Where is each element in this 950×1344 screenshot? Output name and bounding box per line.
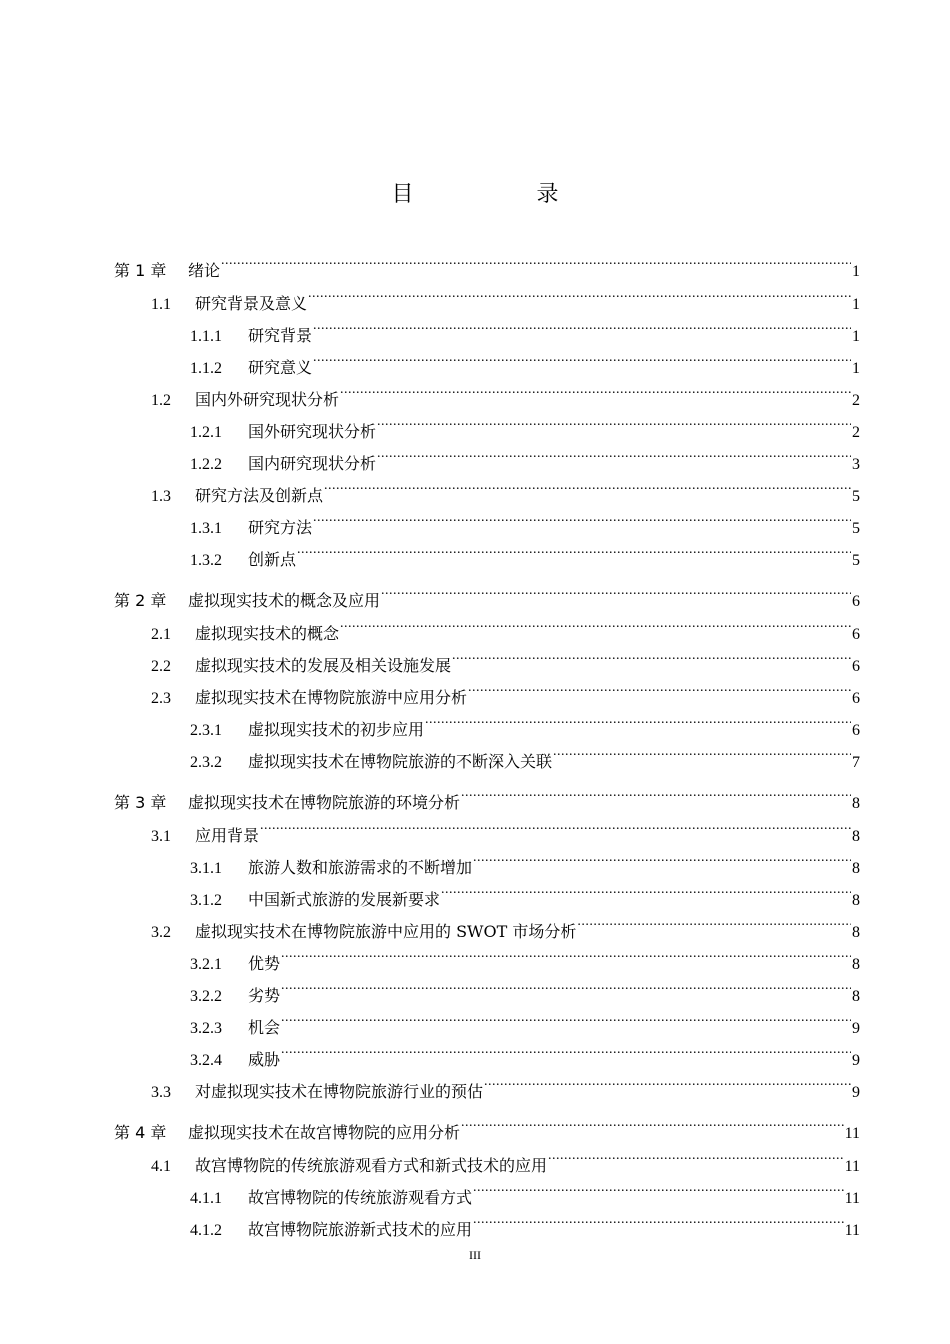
toc-entry-page: 3	[852, 456, 860, 473]
toc-entry-page: 7	[852, 754, 860, 771]
dot-leader	[281, 1001, 851, 1033]
dot-leader	[484, 1065, 851, 1097]
dot-leader	[297, 533, 851, 565]
dot-leader	[461, 776, 851, 808]
toc-entry-page: 11	[844, 1190, 860, 1207]
toc-entry[interactable]	[114, 776, 860, 812]
toc-entry-page: 8	[852, 828, 860, 845]
dot-leader	[313, 501, 851, 533]
toc-entry-title: 虚拟现实技术在博物院旅游的环境分析	[188, 793, 461, 812]
toc-entry-number: 3.2.1	[190, 956, 222, 973]
toc-entry-number: 3.2	[151, 924, 171, 941]
toc-entry-page: 9	[852, 1052, 860, 1069]
toc-entry-title: 绪论	[188, 261, 221, 280]
toc-entry-title: 故宫博物院旅游新式技术的应用	[248, 1220, 473, 1239]
toc-entry-page: 8	[852, 988, 860, 1005]
toc-entry-title: 旅游人数和旅游需求的不断增加	[248, 858, 473, 877]
table-of-contents	[114, 244, 860, 1239]
toc-entry-title: 国内外研究现状分析	[195, 390, 340, 409]
toc-entry-page: 8	[852, 860, 860, 877]
toc-entry-title: 优势	[248, 954, 281, 973]
toc-entry-title: 国外研究现状分析	[248, 422, 377, 441]
toc-entry-number: 1.3.2	[190, 552, 222, 569]
toc-entry-number: 第 1 章	[114, 261, 167, 280]
toc-entry-number: 2.1	[151, 626, 171, 643]
toc-entry-number: 1.2.1	[190, 424, 222, 441]
page-number-footer: III	[469, 1248, 481, 1262]
toc-entry-number: 4.1.1	[190, 1190, 222, 1207]
dot-leader	[313, 341, 851, 373]
toc-entry-number: 4.1.2	[190, 1222, 222, 1239]
toc-entry-title: 研究意义	[248, 358, 313, 377]
toc-entry[interactable]	[114, 244, 860, 280]
toc-entry-number: 2.3	[151, 690, 171, 707]
toc-entry-number: 第 2 章	[114, 591, 167, 610]
toc-entry-page: 6	[852, 593, 860, 610]
dot-leader	[377, 405, 851, 437]
toc-entry-title: 应用背景	[195, 826, 260, 845]
toc-entry-title: 虚拟现实技术在博物院旅游的不断深入关联	[248, 752, 553, 771]
toc-entry-title: 中国新式旅游的发展新要求	[248, 890, 441, 909]
toc-entry-page: 6	[852, 690, 860, 707]
dot-leader	[221, 244, 851, 276]
toc-entry-number: 1.2.2	[190, 456, 222, 473]
dot-leader	[452, 639, 851, 671]
toc-entry-page: 2	[852, 392, 860, 409]
toc-entry-number: 3.2.3	[190, 1020, 222, 1037]
toc-entry-title: 研究方法	[248, 518, 313, 537]
toc-entry-page: 9	[852, 1020, 860, 1037]
toc-entry-number: 3.3	[151, 1084, 171, 1101]
toc-entry[interactable]	[114, 1106, 860, 1142]
dot-leader	[425, 703, 851, 735]
toc-entry-title: 研究方法及创新点	[195, 486, 324, 505]
toc-entry-title: 创新点	[248, 550, 297, 569]
page-title: 目 录	[391, 182, 617, 207]
toc-entry-page: 11	[844, 1222, 860, 1239]
toc-entry-title: 虚拟现实技术的概念	[195, 624, 340, 643]
dot-leader	[441, 873, 851, 905]
dot-leader	[468, 671, 851, 703]
toc-entry-page: 8	[852, 924, 860, 941]
toc-entry-page: 2	[852, 424, 860, 441]
dot-leader	[308, 277, 851, 309]
toc-entry-number: 1.3.1	[190, 520, 222, 537]
toc-entry-title: 机会	[248, 1018, 281, 1037]
toc-entry-title: 研究背景	[248, 326, 313, 345]
dot-leader	[340, 607, 851, 639]
dot-leader	[473, 1203, 844, 1235]
dot-leader	[473, 1171, 844, 1203]
toc-entry-number: 第 4 章	[114, 1123, 167, 1142]
dot-leader	[340, 373, 851, 405]
toc-entry-title: 劣势	[248, 986, 281, 1005]
toc-entry-number: 2.3.2	[190, 754, 222, 771]
toc-entry-number: 3.1.2	[190, 892, 222, 909]
toc-entry-number: 2.2	[151, 658, 171, 675]
toc-entry-page: 1	[852, 360, 860, 377]
toc-entry-page: 5	[852, 520, 860, 537]
dot-leader	[281, 1033, 851, 1065]
toc-entry-title: 虚拟现实技术的初步应用	[248, 720, 425, 739]
toc-entry-title: 虚拟现实技术的概念及应用	[188, 591, 381, 610]
dot-leader	[281, 937, 851, 969]
toc-entry-page: 8	[852, 956, 860, 973]
toc-entry-page: 8	[852, 795, 860, 812]
toc-entry-number: 4.1	[151, 1158, 171, 1175]
toc-entry-number: 3.1	[151, 828, 171, 845]
toc-entry-page: 1	[852, 263, 860, 280]
dot-leader	[281, 969, 851, 1001]
toc-entry[interactable]	[114, 277, 860, 313]
toc-entry-number: 1.1.1	[190, 328, 222, 345]
toc-entry-number: 第 3 章	[114, 793, 167, 812]
toc-entry-page: 8	[852, 892, 860, 909]
dot-leader	[377, 437, 851, 469]
dot-leader	[548, 1139, 844, 1171]
toc-entry-title: 研究背景及意义	[195, 294, 308, 313]
toc-entry-number: 1.1.2	[190, 360, 222, 377]
toc-entry-page: 11	[844, 1158, 860, 1175]
toc-entry-title: 威胁	[248, 1050, 281, 1069]
toc-entry-title: 虚拟现实技术的发展及相关设施发展	[195, 656, 452, 675]
toc-entry-number: 1.3	[151, 488, 171, 505]
toc-entry-number: 3.2.4	[190, 1052, 222, 1069]
toc-entry-number: 1.2	[151, 392, 171, 409]
toc-entry-page: 1	[852, 328, 860, 345]
toc-entry-page: 11	[844, 1125, 860, 1142]
toc-entry-page: 6	[852, 722, 860, 739]
toc-entry-page: 9	[852, 1084, 860, 1101]
dot-leader	[473, 841, 851, 873]
dot-leader	[260, 809, 851, 841]
dot-leader	[577, 905, 851, 937]
toc-entry-page: 5	[852, 488, 860, 505]
toc-entry-page: 6	[852, 626, 860, 643]
toc-entry[interactable]	[114, 574, 860, 610]
toc-entry-number: 2.3.1	[190, 722, 222, 739]
toc-entry-page: 6	[852, 658, 860, 675]
toc-entry-title: 虚拟现实技术在博物院旅游中应用的 SWOT 市场分析	[195, 922, 577, 941]
dot-leader	[381, 574, 851, 606]
toc-entry-number: 3.1.1	[190, 860, 222, 877]
dot-leader	[553, 735, 851, 767]
toc-entry-title: 虚拟现实技术在故宫博物院的应用分析	[188, 1123, 461, 1142]
dot-leader	[313, 309, 851, 341]
toc-entry-title: 国内研究现状分析	[248, 454, 377, 473]
toc-entry-title: 故宫博物院的传统旅游观看方式	[248, 1188, 473, 1207]
dot-leader	[461, 1106, 844, 1138]
toc-entry-title: 故宫博物院的传统旅游观看方式和新式技术的应用	[195, 1156, 548, 1175]
toc-entry-page: 1	[852, 296, 860, 313]
toc-entry-title: 对虚拟现实技术在博物院旅游行业的预估	[195, 1082, 484, 1101]
toc-entry-number: 1.1	[151, 296, 171, 313]
toc-entry-title: 虚拟现实技术在博物院旅游中应用分析	[195, 688, 468, 707]
dot-leader	[324, 469, 851, 501]
toc-entry-page: 5	[852, 552, 860, 569]
toc-entry-number: 3.2.2	[190, 988, 222, 1005]
